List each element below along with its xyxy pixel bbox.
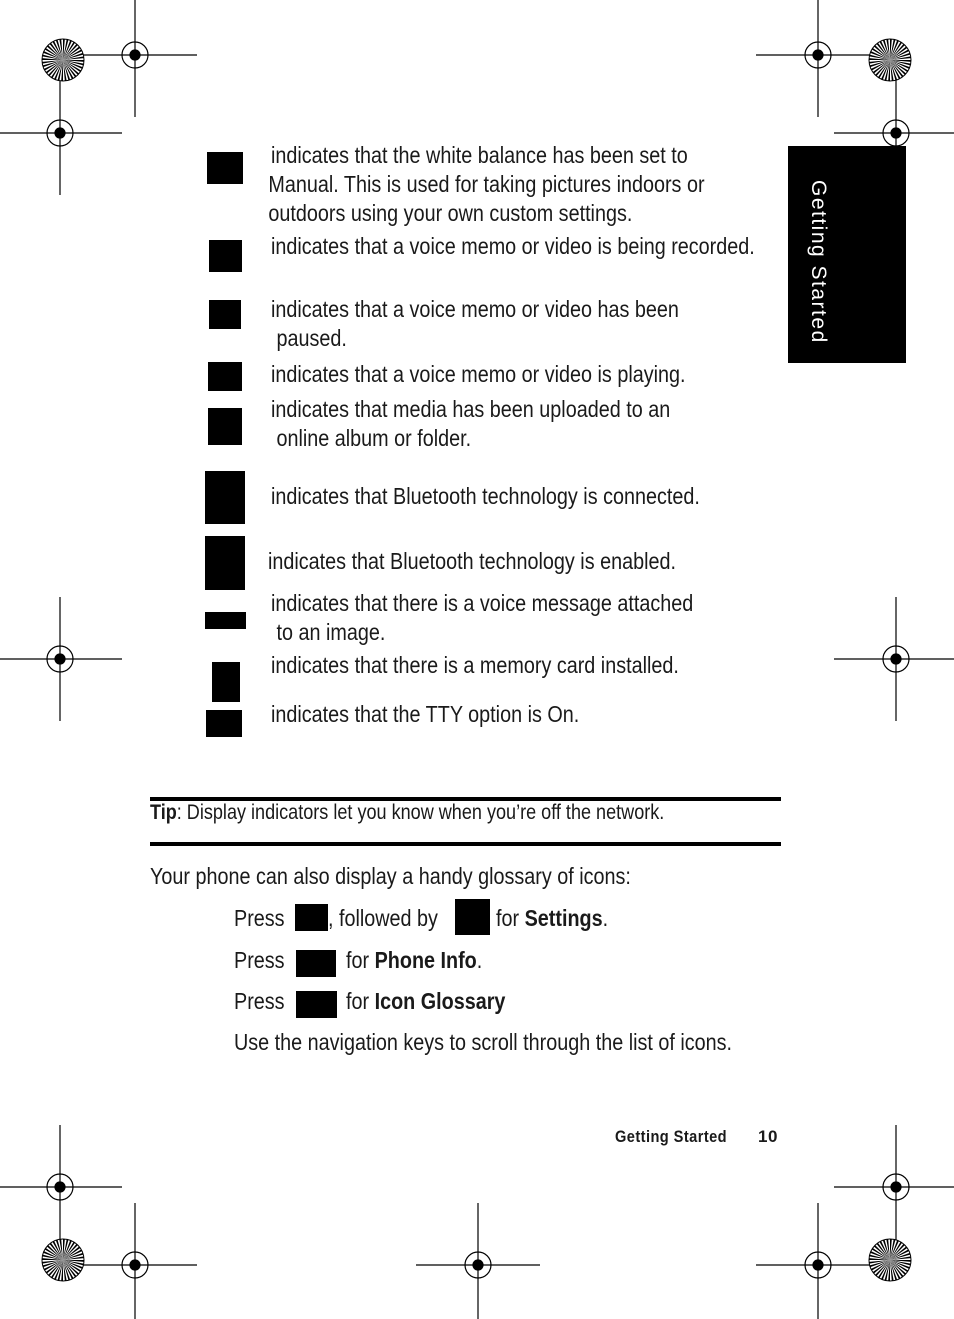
settings-label: Settings <box>524 905 603 931</box>
starburst-mark <box>869 39 911 81</box>
settings-key-icon <box>455 899 490 935</box>
period: . <box>602 905 609 931</box>
tip-label: Tip <box>150 801 177 824</box>
glossary-step-3-target <box>346 988 531 1015</box>
text-line: indicates that Bluetooth technology is enabled. <box>268 548 676 574</box>
text-line: to an image. <box>271 619 386 645</box>
glossary-intro-text: Your phone can also display a handy glossary of icons: <box>150 863 631 889</box>
memory-card-icon <box>212 662 240 702</box>
indicator-text-pause <box>271 295 745 353</box>
indicator-text-bluetooth-connected <box>271 482 770 511</box>
text-line: indicates that the white balance has been set to <box>271 142 688 168</box>
crosshair-mark <box>73 0 197 117</box>
text-line: indicates that there is a voice message attached <box>271 590 694 616</box>
icon-glossary-label: Icon Glossary <box>374 988 506 1014</box>
glossary-step-1-followed <box>328 905 456 932</box>
white-balance-manual-icon <box>207 152 243 184</box>
glossary-step-2-target <box>346 947 504 974</box>
crosshair-mark <box>0 597 122 721</box>
for-label: for <box>346 988 370 1014</box>
press-label: Press <box>234 988 285 1014</box>
page-number <box>758 1127 778 1147</box>
phone-info-key-icon <box>296 950 336 977</box>
crosshair-mark <box>834 597 954 721</box>
glossary-step-4 <box>234 1029 813 1056</box>
crosshair-mark <box>0 1125 122 1249</box>
text-line: indicates that Bluetooth technology is connected. <box>271 483 700 509</box>
footer-section-title <box>615 1127 745 1147</box>
recording-icon <box>209 240 242 272</box>
crosshair-mark <box>0 71 122 195</box>
press-label: Press <box>234 905 285 931</box>
crosshair-mark <box>834 1125 954 1249</box>
pause-icon <box>209 300 241 329</box>
text-line: indicates that a voice memo or video is being recorded. <box>271 233 755 259</box>
tip-text: : Display indicators let you know when you’re off the network. <box>176 801 665 824</box>
page-number-text: 10 <box>758 1127 778 1146</box>
indicator-text-play <box>271 360 753 389</box>
glossary-step-3-press <box>234 988 293 1015</box>
glossary-intro <box>150 863 709 890</box>
indicator-text-tty <box>271 700 629 729</box>
play-icon <box>208 362 242 391</box>
press-label: Press <box>234 947 285 973</box>
text-line: indicates that media has been uploaded to an <box>271 396 671 422</box>
crosshair-mark <box>73 1203 197 1319</box>
indicator-text-recording <box>271 232 834 261</box>
bluetooth-connected-icon <box>205 471 245 524</box>
text-line: indicates that the TTY option is On. <box>271 701 580 727</box>
starburst-mark <box>42 39 84 81</box>
voice-message-attached-icon <box>205 612 246 629</box>
crosshair-mark <box>416 1203 540 1319</box>
tip-rule-bottom <box>150 842 781 846</box>
glossary-step-1-target <box>496 905 626 932</box>
tip-note <box>150 801 748 825</box>
period: . <box>476 947 483 973</box>
upload-icon <box>208 408 242 445</box>
for-label: for <box>346 947 370 973</box>
text-line: online album or folder. <box>271 425 472 451</box>
section-tab-label: Getting Started <box>807 180 830 344</box>
indicator-text-upload <box>271 395 735 453</box>
text-line: paused. <box>271 325 347 351</box>
crosshair-mark <box>756 1203 880 1319</box>
glossary-step-2-press <box>234 947 293 974</box>
glossary-step-1-press <box>234 905 293 932</box>
bluetooth-enabled-icon <box>205 536 245 590</box>
icon-glossary-key-icon <box>296 991 337 1018</box>
indicator-text-white-balance <box>268 141 775 228</box>
text-line: indicates that there is a memory card installed. <box>271 652 679 678</box>
tty-icon <box>206 710 242 737</box>
indicator-text-memory-card <box>271 651 745 680</box>
followed-label: , followed by <box>328 905 438 931</box>
indicator-text-bluetooth-enabled <box>268 547 742 576</box>
glossary-step-4-text: Use the navigation keys to scroll through the list of icons. <box>234 1029 733 1055</box>
text-line: outdoors using your own custom settings. <box>268 200 633 226</box>
indicator-text-voice-message <box>271 589 762 647</box>
for-label: for <box>496 905 520 931</box>
text-line: Manual. This is used for taking pictures indoors or <box>268 171 705 197</box>
crosshair-mark <box>756 0 880 117</box>
starburst-mark <box>869 1239 911 1281</box>
phone-info-label: Phone Info <box>374 947 477 973</box>
text-line: indicates that a voice memo or video has been <box>271 296 679 322</box>
starburst-mark <box>42 1239 84 1281</box>
menu-key-icon <box>295 904 328 931</box>
footer-section-text: Getting Started <box>615 1127 728 1146</box>
text-line: indicates that a voice memo or video is playing. <box>271 361 686 387</box>
